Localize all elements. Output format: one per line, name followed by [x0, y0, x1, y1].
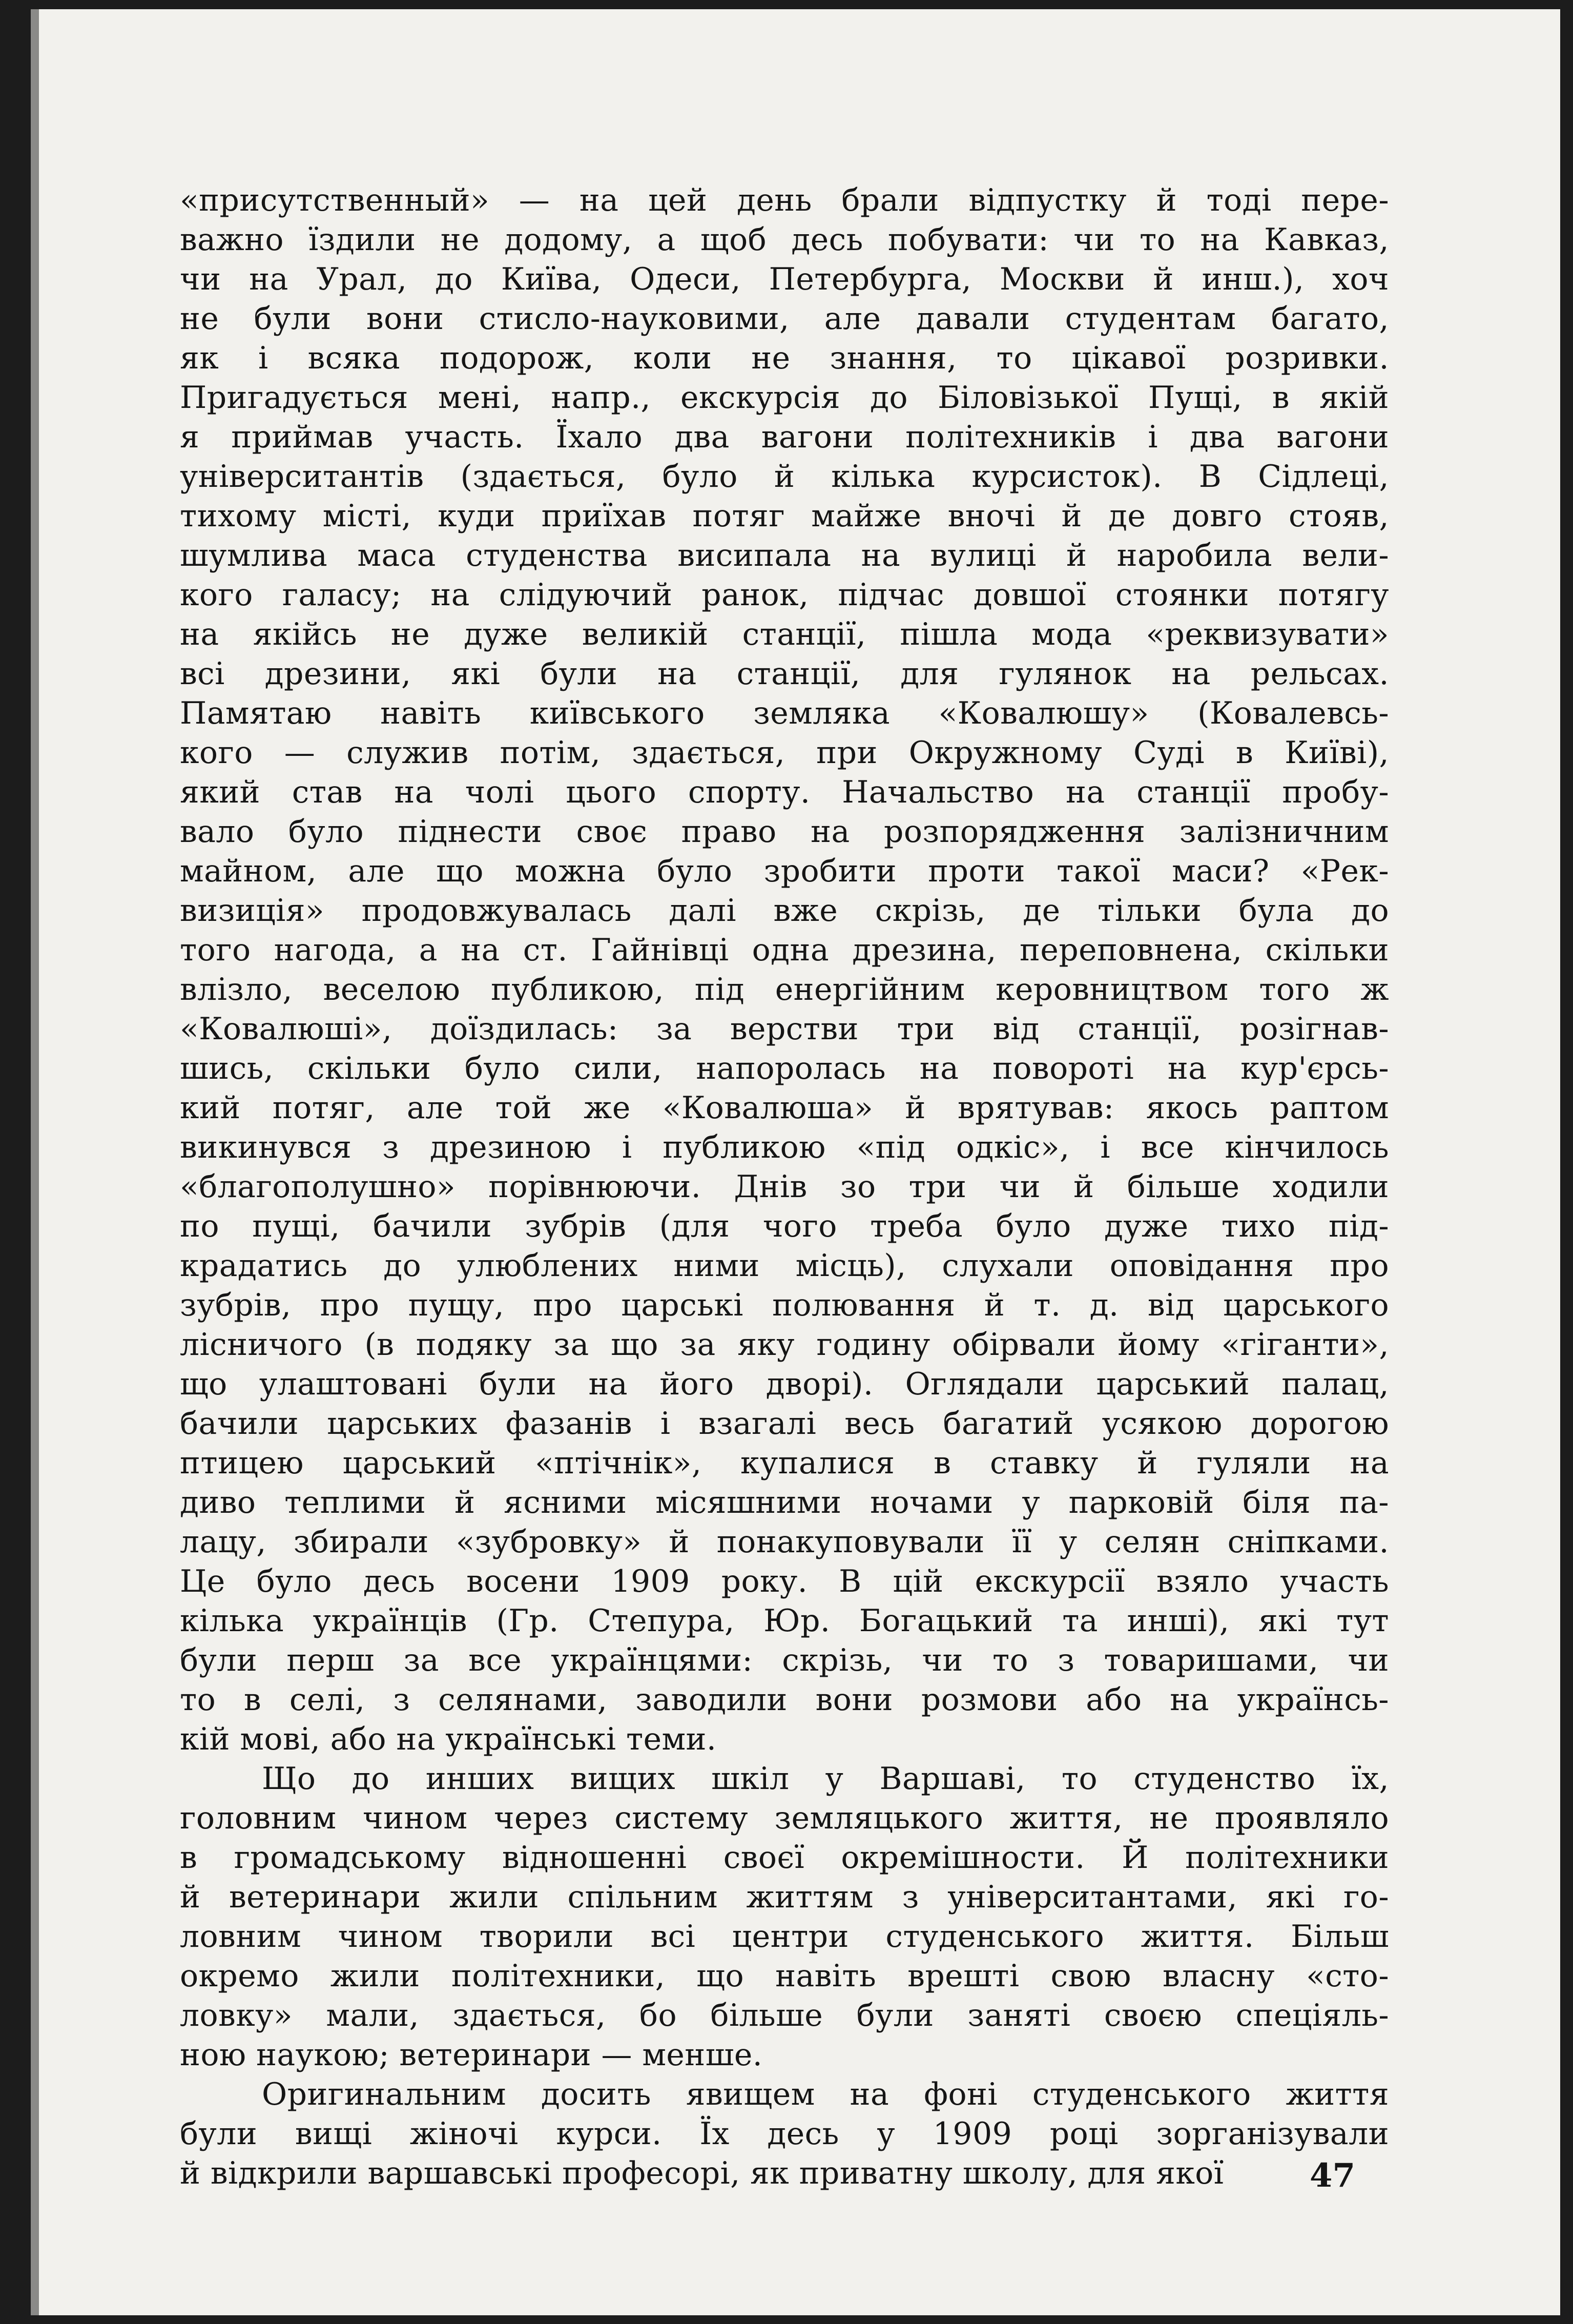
text-line: вало було піднести своє право на розпорядження залізничним: [180, 814, 1389, 850]
text-line: лацу, збирали «зубровку» й понакуповували її у селян сніпками.: [180, 1524, 1389, 1560]
text-line: ловним чином творили всі центри студенського життя. Більш: [180, 1919, 1389, 1955]
text-line: Памятаю навіть київського земляка «Ковалюшу» (Ковалевсь-: [180, 695, 1389, 731]
text-line: в громадському відношенні своєї окремішности. Й політехники: [180, 1840, 1389, 1876]
text-line: на якійсь не дуже великій станції, пішла мода «реквизувати»: [180, 616, 1389, 652]
text-line: кого — служив потім, здається, при Окружному Суді в Київі),: [180, 735, 1389, 771]
text-line: по пущі, бачили зубрів (для чого треба було дуже тихо під-: [180, 1208, 1389, 1244]
text-line: зубрів, про пущу, про царські полювання й т. д. від царського: [180, 1287, 1389, 1323]
text-line: визиція» продовжувалась далі вже скрізь, де тільки була до: [180, 893, 1389, 929]
text-line: кого галасу; на слідуючий ранок, підчас довшої стоянки потягу: [180, 577, 1389, 613]
body-text: [180, 181, 1389, 2193]
text-line: ною наукою; ветеринари — менше.: [180, 2037, 763, 2073]
text-line: чи на Урал, до Київа, Одеси, Петербурга, Москви й инш.), хоч: [180, 261, 1389, 297]
text-line: який став на чолі цього спорту. Начальство на станції пробу-: [180, 774, 1389, 810]
text-line: «Ковалюші», доїздилась: за верстви три від станції, розігнав-: [180, 1011, 1389, 1047]
text-line: то в селі, з селянами, заводили вони розмови або на українсь-: [180, 1682, 1389, 1718]
text-line: Що до инших вищих шкіл у Варшаві, то студенство їх,: [262, 1761, 1389, 1797]
text-line: диво теплими й ясними місяшними ночами у парковій біля па-: [180, 1485, 1389, 1520]
text-line: кій мові, або на українські теми.: [180, 1721, 717, 1757]
text-line: ловку» мали, здається, бо більше були заняті своєю спеціяль-: [180, 1998, 1389, 2033]
text-line: всі дрезини, які були на станції, для гулянок на рельсах.: [180, 656, 1389, 692]
text-line: були вищі жіночі курси. Їх десь у 1909 році зорганізували: [180, 2116, 1389, 2152]
text-line: шумлива маса студенства висипала на вулиці й наробила вели-: [180, 538, 1389, 573]
text-line: що улаштовані були на його дворі). Оглядали царський палац,: [180, 1366, 1389, 1402]
text-line: як і всяка подорож, коли не знання, то цікавої розривки.: [180, 340, 1389, 376]
text-line: того нагода, а на ст. Гайнівці одна дрезина, переповнена, скільки: [180, 932, 1389, 968]
text-line: головним чином через систему земляцького життя, не проявляло: [180, 1800, 1389, 1836]
text-line: «благополушно» порівнюючи. Днів зо три чи й більше ходили: [180, 1169, 1389, 1205]
text-line: майном, але що можна було зробити проти такої маси? «Рек-: [180, 853, 1389, 889]
text-line: лісничого (в подяку за що за яку годину обірвали йому «гіганти»,: [180, 1327, 1389, 1363]
text-line: викинувся з дрезиною і публикою «під одкіс», і все кінчилось: [180, 1129, 1389, 1165]
text-line: тихому місті, куди приїхав потяг майже вночі й де довго стояв,: [180, 498, 1389, 534]
text-line: й ветеринари жили спільним життям з університантами, які го-: [180, 1879, 1389, 1915]
text-line: шись, скільки було сили, напоролась на повороті на кур'єрсь-: [180, 1051, 1389, 1086]
page-number: 47: [1310, 2156, 1356, 2195]
text-line: я приймав участь. Їхало два вагони політехників і два вагони: [180, 419, 1389, 455]
text-line: важно їздили не додому, а щоб десь побувати: чи то на Кавказ,: [180, 222, 1389, 258]
text-line: не були вони стисло-науковими, але давали студентам багато,: [180, 301, 1389, 337]
text-line: бачили царських фазанів і взагалі весь багатий усякою дорогою: [180, 1406, 1389, 1442]
text-line: кілька українців (Гр. Степура, Юр. Богацький та инші), які тут: [180, 1603, 1389, 1639]
text-line: крадатись до улюблених ними місць), слухали оповідання про: [180, 1248, 1389, 1284]
text-line: Це було десь восени 1909 року. В цій екскурсії взяло участь: [180, 1564, 1389, 1599]
text-line: кий потяг, але той же «Ковалюша» й врятував: якось раптом: [180, 1090, 1389, 1126]
text-line: «присутственный» — на цей день брали відпустку й тоді пере-: [180, 182, 1389, 218]
text-line: окремо жили політехники, що навіть врешті свою власну «сто-: [180, 1958, 1389, 1994]
text-line: Оригинальним досить явищем на фоні студенського життя: [262, 2076, 1389, 2112]
text-line: університантів (здається, було й кілька курсисток). В Сідлеці,: [180, 459, 1389, 495]
text-line: були перш за все українцями: скрізь, чи то з товаришами, чи: [180, 1642, 1389, 1678]
text-line: Пригадується мені, напр., екскурсія до Біловізької Пущі, в якій: [180, 380, 1389, 416]
text-line: влізло, веселою публикою, під енергійним керовництвом того ж: [180, 972, 1389, 1007]
book-page: [31, 9, 1560, 2315]
text-line: й відкрили варшавські професорі, як приватну школу, для якої: [180, 2155, 1224, 2191]
text-line: птицею царський «птічнік», купалися в ставку й гуляли на: [180, 1445, 1389, 1481]
